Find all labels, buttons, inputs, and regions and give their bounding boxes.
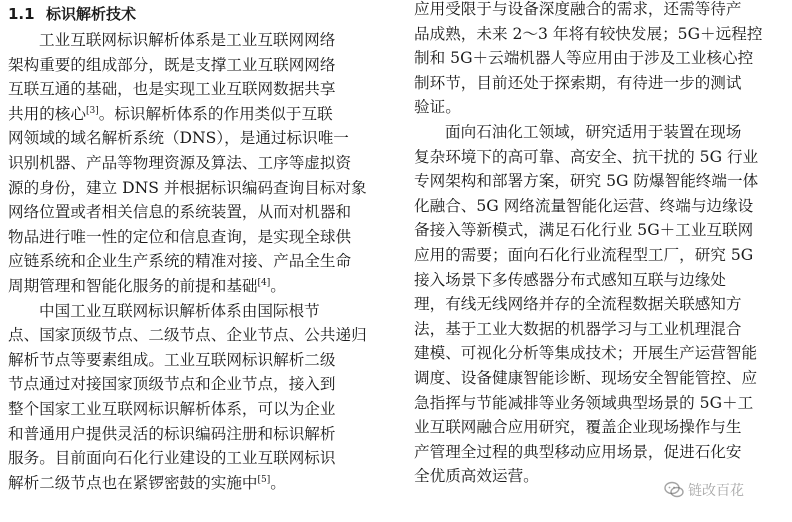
text-line: [414, 169, 788, 194]
text-line: [414, 120, 792, 145]
line-text: 共用的核心: [8, 104, 86, 123]
line-text: 应链系统和企业生产系统的精准对接、产品全生命: [8, 252, 352, 271]
section-heading: [8, 0, 380, 28]
line-text: 点、国家顶级节点、二级节点、企业节点、公共递归: [8, 326, 367, 345]
text-line: [414, 341, 788, 366]
text-line: [8, 274, 380, 299]
line-text: 备接入等新模式，满足石化行业 5G＋工业互联网: [414, 221, 754, 240]
section-number: 1.1: [8, 5, 35, 23]
line-text: 业互联网融合应用研究，覆盖企业现场操作与生: [414, 418, 742, 437]
text-line: [414, 194, 788, 219]
line-text: 专网架构和部署方案，研究 5G 防爆智能终端一体: [414, 172, 759, 191]
line-text: 中国工业互联网标识解析体系由国际根节: [39, 301, 320, 320]
line-text-after-ref: 。: [270, 276, 286, 295]
text-line: [8, 176, 380, 201]
text-line: [8, 372, 380, 397]
line-text: 节点通过对接国家顶级节点和企业节点，接入到: [8, 375, 336, 394]
line-text: 工业互联网标识解析体系是工业互联网网络: [39, 31, 336, 49]
text-line: [414, 292, 788, 317]
watermark-text: 链改百花: [688, 483, 744, 499]
line-text: 互联互通的基础，也是实现工业互联网数据共享: [8, 80, 336, 99]
text-line: [8, 151, 380, 176]
line-text: 网络位置或者相关信息的系统装置，从而对机器和: [8, 203, 352, 222]
line-text: 建模、可视化分析等集成技术；开展生产运营智能: [414, 344, 758, 363]
text-line: [8, 422, 380, 447]
text-line: [8, 249, 380, 274]
text-line: [414, 46, 788, 71]
text-line: [8, 77, 380, 102]
text-line: [8, 28, 411, 53]
left-paragraphs: [8, 28, 380, 495]
line-text: 周期管理和智能化服务的前提和基础: [8, 276, 258, 295]
text-line: [414, 415, 788, 440]
text-line: [8, 471, 380, 496]
text-line: [8, 323, 380, 348]
line-text: 全优质高效运营。: [414, 467, 539, 486]
line-text: 应用受限于与设备深度融合的需求，还需等待产: [414, 0, 742, 18]
text-line: [8, 299, 411, 324]
line-text: 应用的需要；面向石化行业流程型工厂，研究 5G: [414, 245, 754, 264]
line-text: 产管理全过程的典型移动应用场景，促进石化安: [414, 442, 742, 461]
chat-bubble-icon: [664, 480, 684, 500]
text-line: [414, 317, 788, 342]
text-line: [414, 71, 788, 96]
line-text: 和普通用户提供灵活的标识编码注册和标识解析: [8, 424, 336, 443]
line-text: 解析二级节点也在紧锣密鼓的实施中: [8, 473, 258, 492]
right-paragraphs: [414, 0, 788, 489]
watermark: [664, 476, 744, 504]
line-text: 服务。目前面向石化行业建设的工业互联网标识: [8, 449, 336, 468]
text-line: [8, 397, 380, 422]
text-line: [414, 268, 788, 293]
line-text: 面向石油化工领域，研究适用于装置在现场: [445, 122, 742, 141]
text-line: [8, 200, 380, 225]
text-line: [414, 218, 788, 243]
text-line: [414, 440, 788, 465]
text-line: [8, 102, 380, 127]
line-text: 理，有线无线网络并存的全流程数据关联感知方: [414, 295, 742, 314]
line-text: 制和 5G＋云端机器人等应用由于涉及工业核心控: [414, 49, 754, 68]
line-text: 解析节点等要素组成。工业互联网标识解析二级: [8, 350, 336, 369]
citation-ref: [5]: [257, 474, 271, 485]
right-column: [414, 0, 788, 489]
text-line: [414, 0, 788, 22]
text-line: [8, 53, 380, 78]
text-line: [414, 391, 788, 416]
line-text: 识别机器、产品等物理资源及算法、工序等虚拟资: [8, 153, 352, 172]
line-text: 急指挥与节能减排等业务领域典型场景的 5G＋工: [414, 393, 754, 412]
line-text: 调度、设备健康智能诊断、现场安全智能管控、应: [414, 368, 758, 387]
line-text: 整个国家工业互联网标识解析体系，可以为企业: [8, 399, 336, 418]
left-column: [8, 0, 380, 495]
line-text: 品成熟，未来 2～3 年将有较快发展；5G＋远程控: [414, 24, 763, 43]
line-text: 法，基于工业大数据的机器学习与工业机理混合: [414, 319, 742, 338]
text-line: [414, 22, 788, 47]
text-line: [8, 225, 380, 250]
citation-ref: [3]: [85, 105, 99, 116]
line-text: 复杂环境下的高可靠、高安全、抗干扰的 5G 行业: [414, 147, 759, 166]
text-line: [414, 366, 788, 391]
citation-ref: [4]: [257, 277, 271, 288]
line-text: 化融合、5G 网络流量智能化运营、终端与边缘设: [414, 196, 754, 215]
text-line: [414, 243, 788, 268]
text-line: [8, 348, 380, 373]
section-title: 标识解析技术: [46, 5, 137, 23]
line-text: 接入场景下多传感器分布式感知互联与边缘处: [414, 270, 726, 289]
line-text: 源的身份，建立 DNS 并根据标识编码查询目标对象: [8, 178, 367, 197]
line-text: 物品进行唯一性的定位和信息查询，是实现全球供: [8, 227, 352, 246]
line-text-after-ref: 。标识解析体系的作用类似于互联: [98, 104, 333, 123]
line-text: 网领域的域名解析系统（DNS），是通过标识唯一: [8, 129, 349, 148]
line-text: 架构重要的组成部分，既是支撑工业互联网网络: [8, 55, 336, 74]
text-line: [8, 126, 380, 151]
line-text: 验证。: [414, 98, 461, 117]
text-line: [414, 145, 788, 170]
line-text: 制环节，目前还处于探索期，有待进一步的测试: [414, 73, 742, 92]
text-line: [414, 95, 788, 120]
line-text-after-ref: 。: [270, 473, 286, 492]
text-line: [8, 446, 380, 471]
